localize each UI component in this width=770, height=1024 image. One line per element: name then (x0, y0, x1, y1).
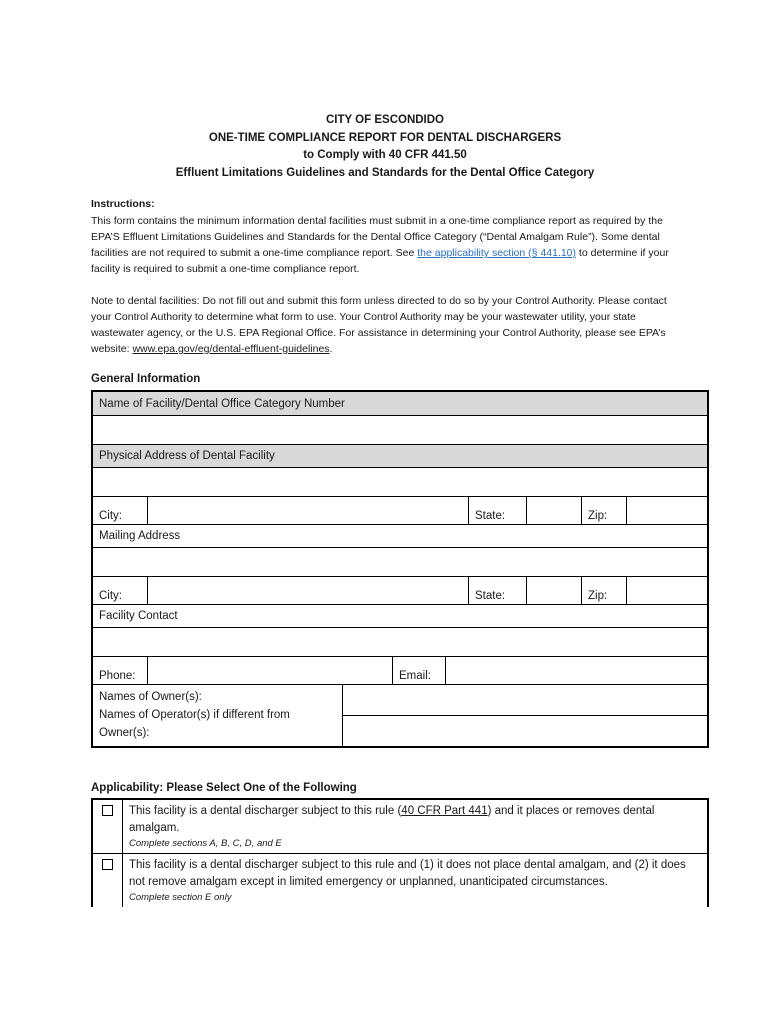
operators-label: Names of Operator(s) if different from Owner(s): (99, 709, 290, 739)
option-2-text-main: This facility is a dental discharger subject to this rule and (1) it does not place dental amalgam, and (2) it does not remove amalgam except in limited emergency or unplanned, unanticipated circumstances. (129, 859, 686, 888)
zip-label: Zip: (581, 497, 626, 524)
option-1-checkbox[interactable] (102, 805, 113, 816)
note-text: Note to dental facilities: Do not fill out and submit this form unless directed to do so by your Control Authority. Please contact your Control Authority to determine what form to use. Your Control Authority may be your wastewater utility, your state wastewater agency, or the U.S. EPA Regional Office. For assistance in determining your Control Authority, please see EPA’s website: (91, 295, 667, 355)
owners-field[interactable] (343, 685, 707, 715)
option-2-checkbox-cell (93, 854, 123, 907)
mailing-address-row (93, 547, 707, 576)
option-2-checkbox[interactable] (102, 859, 113, 870)
cfr-part-441-link[interactable]: 40 CFR Part 441 (401, 805, 488, 817)
facility-name-label: Name of Facility/Dental Office Category Number (99, 397, 345, 410)
mailing-city-row (93, 576, 707, 604)
phone-email-row (93, 656, 707, 684)
physical-address-header (93, 444, 707, 467)
general-information-title: General Information (91, 373, 201, 385)
option-2-instruction: Complete section E only (129, 892, 232, 903)
mailing-address-label: Mailing Address (99, 530, 181, 542)
email-label: Email: (392, 657, 445, 684)
mailing-city-field[interactable] (147, 577, 468, 604)
owners-label: Names of Owner(s): (99, 691, 202, 703)
option-2-text (123, 854, 707, 907)
state-label: State: (468, 497, 526, 524)
physical-address-label: Physical Address of Dental Facility (99, 450, 275, 462)
applicability-option-1 (93, 800, 707, 853)
instructions-label: Instructions: (91, 198, 155, 210)
physical-city-field[interactable] (147, 497, 468, 524)
email-field[interactable] (445, 657, 707, 684)
physical-state-field[interactable] (526, 497, 581, 524)
applicability-title: Applicability: Please Select One of the Following (91, 782, 357, 794)
applicability-table (91, 798, 709, 907)
note-text-end: . (329, 343, 333, 355)
physical-city-row (93, 496, 707, 524)
epa-website-link[interactable]: www.epa.gov/eg/dental-effluent-guidelines (132, 343, 330, 355)
option-1-text-pre: This facility is a dental discharger subject to this rule ( (129, 805, 402, 817)
physical-address-field[interactable] (93, 468, 707, 496)
general-information-table (91, 390, 709, 748)
mailing-state-field[interactable] (526, 577, 581, 604)
facility-contact-label: Facility Contact (99, 610, 178, 622)
instructions-text-end: to determine if your facility is required to submit a one-time compliance report. (91, 247, 669, 275)
mailing-address-field[interactable] (93, 548, 707, 576)
operators-field[interactable] (343, 715, 707, 746)
option-1-checkbox-cell (93, 800, 123, 853)
applicability-option-2 (93, 853, 707, 907)
facility-name-header (93, 392, 707, 415)
facility-name-field[interactable] (93, 416, 707, 444)
header-report-title: ONE-TIME COMPLIANCE REPORT FOR DENTAL DISCHARGERS (208, 131, 562, 144)
form-header (0, 112, 770, 182)
state-label: State: (468, 577, 526, 604)
owner-operator-block (93, 684, 707, 746)
header-subtitle: Effluent Limitations Guidelines and Standards for the Dental Office Category (175, 166, 595, 179)
note-paragraph (91, 293, 681, 357)
facility-name-row (93, 415, 707, 444)
facility-contact-header (93, 604, 707, 627)
mailing-address-header (93, 524, 707, 547)
mailing-zip-field[interactable] (626, 577, 707, 604)
owner-operator-fields (342, 685, 707, 746)
option-1-instruction: Complete sections A, B, C, D, and E (129, 838, 282, 849)
zip-label: Zip: (581, 577, 626, 604)
physical-zip-field[interactable] (626, 497, 707, 524)
instructions-text: This form contains the minimum information dental facilities must submit in a one-time compliance report as required by the EPA’S Effluent Limitations Guidelines and Standards for the Dental Office Category (“Dental Amalgam Rule”). Some dental facilities are not required to submit a one-time compliance report. See (91, 215, 663, 259)
facility-contact-field[interactable] (93, 628, 707, 656)
header-city: CITY OF ESCONDIDO (326, 114, 444, 126)
physical-address-row (93, 467, 707, 496)
phone-field[interactable] (147, 657, 392, 684)
instructions-paragraph (91, 213, 681, 277)
header-regulation: to Comply with 40 CFR 441.50 (303, 149, 467, 161)
option-1-text (123, 800, 707, 853)
owner-operator-labels (93, 685, 342, 746)
facility-contact-row (93, 627, 707, 656)
city-label: City: (99, 590, 122, 602)
applicability-section-link[interactable]: the applicability section (§ 441.10) (417, 247, 577, 259)
phone-label: Phone: (99, 670, 136, 682)
city-label: City: (99, 510, 122, 522)
option-1-text-post: ) and it places or removes dental amalgam. (129, 805, 655, 834)
